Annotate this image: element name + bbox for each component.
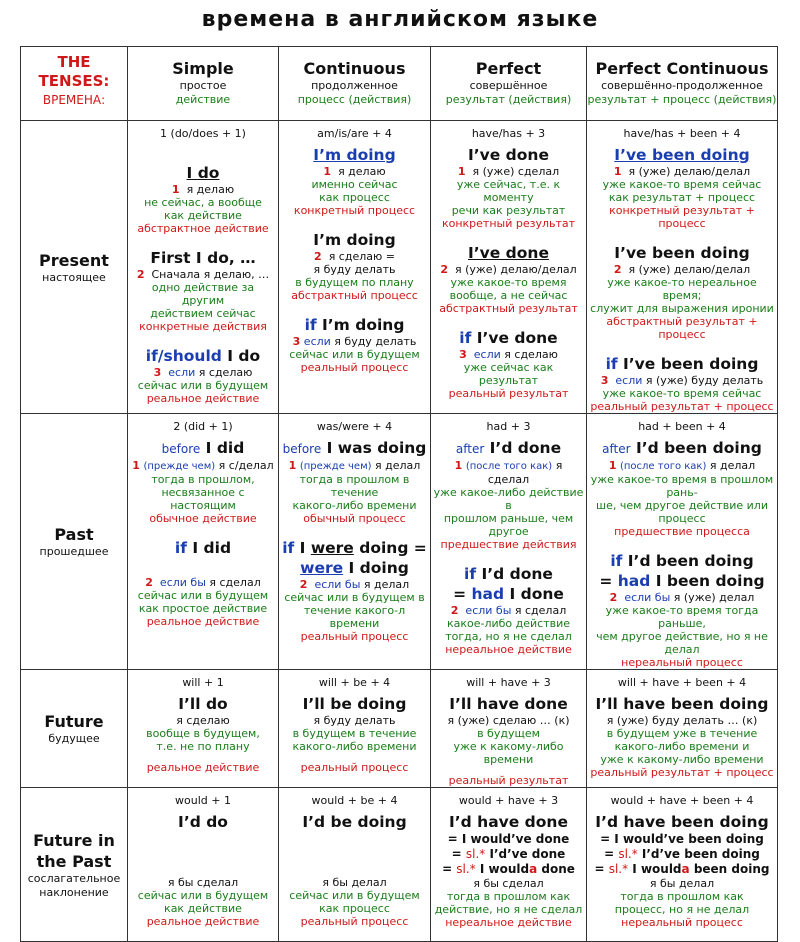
translation: 1 я (уже) сделал [457,165,560,178]
tense-form: I do [186,164,220,182]
usage-note: уже к какому-либо времени [453,740,564,766]
usage-note: именно сейчас [311,178,398,191]
tense-form-alt: = sl.* I woulda been doing [594,862,770,876]
tense-form: I’d be doing [302,813,407,831]
usage-note: служит для выражения иронии [590,302,774,315]
usage-note: речи как результат [451,204,566,217]
col-meaning: результат (действия) [445,93,572,106]
translation: 1 (прежде чем) я делал [288,459,421,472]
col-title: Perfect Continuous [595,59,769,78]
translation-cont: сделал [487,473,530,486]
col-meaning: процесс (действия) [297,93,412,106]
tense-form: I’ve done [468,146,549,164]
usage-note: сейчас или в будущем [289,348,420,361]
meaning-label: конкретный процесс [293,204,416,217]
usage-note: чем другое действие, но я не [596,630,768,643]
cell-fip-continuous [279,788,431,942]
formula: 2 (did + 1) [173,420,233,433]
formula: was/were + 4 [316,420,393,433]
meaning-label: реальное действие [146,915,260,928]
usage-note: какого-либо времени и [614,740,750,753]
row-subtitle: сослагательное наклонение [27,871,121,899]
usage-note: вообще, а не сейчас [449,289,568,302]
usage-note: сейчас или в будущем [137,589,269,602]
meaning-label: нереальное действие [445,916,572,929]
col-subtitle: совершённое [469,79,548,92]
cell-past-perfect-continuous [587,414,778,670]
meaning-label: абстрактный результат [439,302,578,315]
usage-note: действие, но я не сделал [434,903,583,916]
row-subtitle: настоящее [42,270,106,284]
row-subtitle: прошедшее [39,545,109,558]
usage-note: как действие [164,902,242,915]
col-meaning: действие [175,93,231,106]
translation: 1 (после того как) я делал [608,459,756,472]
usage-note: как действие [164,209,242,222]
translation: я бы сделал [473,877,544,890]
usage-note: как процесс [319,191,390,204]
meaning-label: предшествие процесса [614,525,750,538]
row-title: Past [54,525,94,544]
translation-alt: я буду делать [313,263,396,276]
tense-form: before I was doing [282,439,427,457]
formula: would + have + been + 4 [610,794,754,807]
usage-note: т.е. не по плану [156,740,250,753]
row-title: Present [39,250,109,270]
meaning-label: абстрактный процесс [291,289,418,302]
translation: 2 если бы я (уже) делал [609,591,755,604]
usage-note: в будущем в течение [292,727,417,740]
translation: 2 я сделаю = [314,250,395,263]
cell-present-perfect-continuous [587,121,778,414]
col-head-perfect [431,47,587,121]
cell-future-perfect-continuous [587,670,778,788]
translation: я (уже) сделаю … (к) [447,714,570,727]
col-title: Simple [172,59,234,78]
col-subtitle: совершённо-продолженное [601,79,763,92]
formula: would + be + 4 [311,794,398,807]
usage-note: какого-либо времени [292,499,417,512]
tense-form: First I do, … [150,249,256,267]
usage-note: уже какое-то время тогда раньше, [605,604,759,630]
row-present [21,121,778,414]
tense-form: if I were doing = [282,539,427,557]
formula: will + 1 [182,676,224,689]
tense-form: if I’ve been doing [605,355,759,373]
meaning-label: реальное действие [146,615,260,628]
usage-note: уже какое-то время в прошлом [590,473,774,486]
cell-past-perfect [431,414,587,670]
meaning-label: реальный результат [448,387,569,400]
meaning-label: абстрактный результат + процесс [606,315,758,341]
usage-note: тогда в прошлом как [446,890,571,903]
tense-form: I’d do [178,813,228,831]
usage-note: сейчас или в будущем [137,379,269,392]
row-head-past [21,414,128,670]
tense-form: I’m doing [313,231,396,249]
meaning-label: нереальное действие [445,643,572,656]
usage-note: уже какое-либо действие в [433,486,584,512]
meaning-label: обычное действие [149,512,257,525]
translation: 3 если я сделаю [459,348,558,361]
usage-note: течение какого-л времени [303,604,406,630]
translation: я бы делал [649,877,715,890]
tense-form: I’d have done [449,813,568,831]
corner-line2: TENSES: [38,72,110,90]
meaning-label: реальный процесс [300,761,409,774]
formula: 1 (do/does + 1) [160,127,246,140]
usage-note: делал [664,643,700,656]
usage-note: тогда в прошлом в течение [299,473,410,499]
tense-form-alt: = had I been doing [599,572,765,590]
formula: will + have + been + 4 [617,676,747,689]
usage-note: в будущем [477,727,540,740]
formula: have/has + been + 4 [623,127,741,140]
translation: 2 я (уже) делаю/делал [613,263,751,276]
usage-note: процесс [658,512,706,525]
formula: would + 1 [175,794,231,807]
usage-note: сейчас или в будущем в [284,591,425,604]
tense-form: I’ll have been doing [595,695,769,713]
usage-note: вообще в будущем, [146,727,260,740]
translation: 2 если бы я сделал [450,604,567,617]
translation: я бы сделал [167,876,239,889]
tense-form: if I’d been doing [610,552,754,570]
usage-note: в будущем уже в течение [606,727,758,740]
formula: will + have + 3 [466,676,551,689]
translation: 3 если я буду делать [292,335,417,348]
col-subtitle: простое [179,79,227,92]
formula: had + 3 [486,420,531,433]
usage-note: какого-либо времени [292,740,417,753]
cell-fip-simple [128,788,279,942]
translation: 1 (прежде чем) я с/делал [132,459,274,472]
usage-note: как процесс [319,902,390,915]
usage-note: сейчас или в будущем [137,889,269,902]
meaning-label: конкретные действия [139,320,267,333]
usage-note: уже какое-то нереальное время; [607,276,757,302]
usage-note: уже сейчас как результат [463,361,554,387]
meaning-label: реальный результат + процесс [590,400,774,413]
tense-form: I’ll do [178,695,228,713]
tense-form: if I’ve done [459,329,558,347]
translation: 3 если я (уже) буду делать [600,374,764,387]
tense-form-alt: = had I done [453,585,564,603]
tense-form: I’m doing [313,146,396,164]
meaning-label: нереальный процесс [621,916,743,929]
tense-form: after I’d done [455,439,562,457]
col-meaning: результат + процесс (действия) [587,93,777,106]
row-future [21,670,778,788]
translation: 2 я (уже) делаю/делал [440,263,577,276]
usage-note: уже какое-то время [450,276,567,289]
row-past [21,414,778,670]
row-head-future [21,670,128,788]
tense-form-alt: = I would’ve been doing [600,832,764,846]
tense-form: after I’d been doing [602,439,762,457]
meaning-label: конкретный результат + процесс [609,204,755,230]
meaning-label: конкретный результат [441,217,576,230]
meaning-label: реальное действие [146,761,260,774]
formula: had + been + 4 [638,420,726,433]
translation: 2 Сначала я делаю, … [136,268,270,281]
tense-form: before I did [161,439,245,457]
translation: я (уже) буду делать … (к) [606,714,758,727]
usage-note: тогда в прошлом как [620,890,744,903]
translation: 2 если бы я сделал [145,576,261,589]
translation: я сделаю [176,714,230,727]
col-subtitle: продолженное [311,79,398,92]
usage-note: уже какое-то время сейчас [602,387,762,400]
cell-fip-perfect [431,788,587,942]
tense-form: I’d have been doing [595,813,769,831]
tense-form: if/should I do [145,347,261,365]
usage-note: уже какое-то время сейчас [602,178,762,191]
col-head-continuous [279,47,431,121]
tense-form-alt: = sl.* I’d’ve done [451,847,566,861]
meaning-label: реальный процесс [300,915,409,928]
usage-note: ше, чем другое действие или [596,499,768,512]
col-head-simple [128,47,279,121]
meaning-label: нереальный процесс [621,656,743,669]
meaning-label: реальное действие [146,392,260,405]
tense-form: I’ll have done [449,695,568,713]
formula: will + be + 4 [318,676,391,689]
row-head-present [21,121,128,414]
formula: have/has + 3 [471,127,546,140]
formula: am/is/are + 4 [317,127,392,140]
tense-form: if I’m doing [304,316,405,334]
corner-line3: ВРЕМЕНА: [42,93,106,107]
meaning-label: реальный результат + процесс [590,766,774,779]
row-title: Future in the Past [33,830,115,871]
usage-note: другое [488,525,529,538]
translation: 1 я делаю [323,165,386,178]
tense-form: I’ll be doing [302,695,407,713]
usage-note: уже сейчас, т.е. к моменту [456,178,561,204]
row-title: Future [44,712,104,731]
tense-form-alt: = I would’ve done [447,832,570,846]
cell-present-continuous [279,121,431,414]
meaning-label: реальный результат [448,774,569,787]
page-title: времена в английском языке [201,7,599,32]
meaning-label: предшествие действия [440,538,577,551]
cell-fip-perfect-continuous [587,788,778,942]
usage-note: процесс, но я не делал [614,903,750,916]
cell-present-simple [128,121,279,414]
translation: 1 (после того как) я [454,459,563,472]
tense-form: I’ve been doing [614,244,750,262]
usage-note: одно действие за другим [151,281,255,307]
tense-form: if I did [174,539,232,557]
translation: 2 если бы я делал [299,578,410,591]
tense-form: if I’d done [464,565,553,583]
usage-note: в будущем по плану [295,276,414,289]
row-head-future-in-the-past [21,788,128,942]
cell-future-perfect [431,670,587,788]
cell-present-perfect [431,121,587,414]
usage-note: не сейчас, а вообще [144,196,262,209]
translation: 1 я делаю [171,183,235,196]
meaning-label: реальный процесс [300,630,409,643]
usage-note: какое-либо действие [446,617,571,630]
usage-note: тогда в прошлом, [151,473,255,486]
usage-note: прошлом раньше, чем [443,512,574,525]
meaning-label: обычный процесс [303,512,406,525]
tense-form-alt: = sl.* I woulda done [442,862,575,876]
cell-past-simple [128,414,279,670]
translation: 3 если я сделаю [153,366,253,379]
translation: 1 я (уже) делаю/делал [613,165,751,178]
cell-future-simple [128,670,279,788]
usage-note: действием сейчас [150,307,256,320]
cell-past-continuous [279,414,431,670]
corner-line1: THE [57,53,91,71]
tense-form: I’ve been doing [614,146,750,164]
col-head-perfect-continuous [587,47,778,121]
usage-note: уже к какому-либо времени [600,753,764,766]
meaning-label: абстрактное действие [137,222,269,235]
usage-note: тогда, но я не сделал [445,630,572,643]
translation: я буду делать [313,714,396,727]
row-subtitle: будущее [48,732,100,745]
header-row [21,47,778,121]
usage-note: сейчас или в будущем [289,889,420,902]
formula: would + have + 3 [458,794,559,807]
row-future-in-the-past [21,788,778,942]
tense-form: I’ve done [468,244,549,262]
cell-future-continuous [279,670,431,788]
usage-note: как простое действие [138,602,268,615]
col-title: Continuous [303,59,406,78]
corner-cell [21,47,128,121]
col-title: Perfect [475,59,542,78]
usage-note: как результат + процесс [608,191,756,204]
tense-form-alt: were I doing [300,559,409,577]
translation: я бы делал [322,876,387,889]
usage-note: рань- [666,486,698,499]
meaning-label: реальный процесс [300,361,409,374]
usage-note: несвязанное с настоящим [161,486,245,512]
tense-form-alt: = sl.* I’d’ve been doing [604,847,760,861]
tenses-table [20,46,778,942]
